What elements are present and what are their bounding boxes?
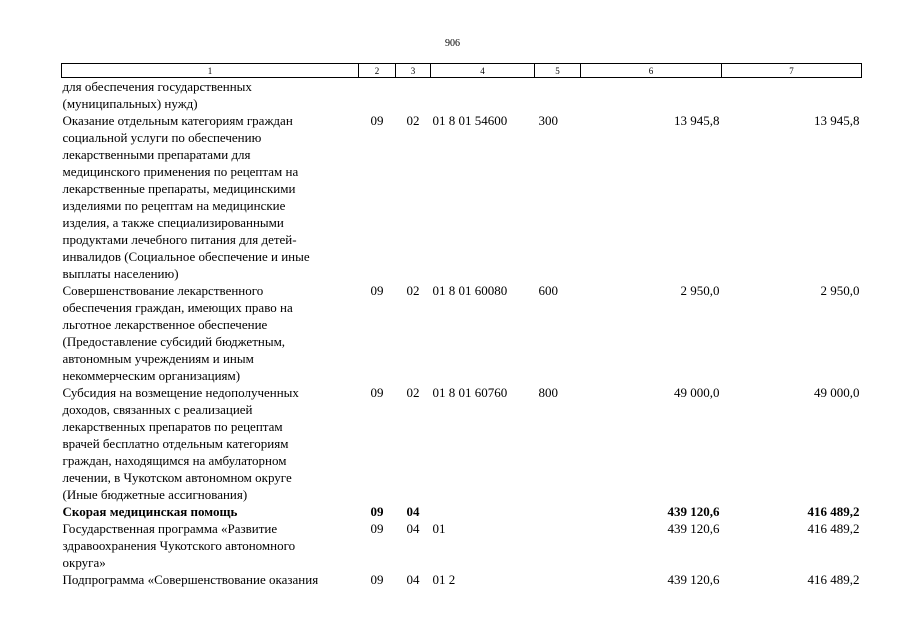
row-expense-type: 300 (538, 113, 558, 128)
row-subsection: 02 (406, 385, 420, 400)
header-col-3: 3 (396, 64, 431, 78)
row-subsection: 02 (406, 113, 420, 128)
header-col-6: 6 (581, 64, 722, 78)
table-row (62, 520, 862, 571)
table-row (62, 78, 862, 113)
row-section: 09 (370, 572, 384, 587)
row-amount-year-2 (722, 78, 862, 113)
row-expense-type (535, 78, 581, 113)
row-subsection: 04 (406, 521, 420, 536)
row-target-article: 01 8 01 60080 (432, 283, 508, 298)
row-amount-year-1: 439 120,6 (667, 572, 720, 587)
row-description: Совершенствование лекарственного обеспечения граждан, имеющих право на льготное лекарственное обеспечение (Предоставление субсидий бюджетным, автономным учреждениям и иным некоммерческим организациям) (62, 283, 293, 383)
row-subsection: 02 (406, 283, 420, 298)
row-target-article (431, 78, 535, 113)
row-expense-type (535, 503, 581, 520)
row-section: 09 (370, 113, 384, 128)
row-description: Оказание отдельным категориям граждан социальной услуги по обеспечению лекарственными препаратами для медицинского применения по рецептам на лекарственные препараты, медицинскими изделиями по рецептам на медицинские изделия, а также специализированными продуктами лечебного питания для детей- инвалидов (Социальное обеспечение и иные выплаты населению) (62, 113, 310, 281)
row-amount-year-1: 2 950,0 (680, 283, 720, 298)
row-section: 09 (370, 521, 384, 536)
row-target-article: 01 8 01 60760 (432, 385, 508, 400)
row-expense-type (535, 571, 581, 588)
header-col-4: 4 (431, 64, 535, 78)
row-target-article: 01 8 01 54600 (432, 113, 508, 128)
row-subsection (396, 78, 431, 113)
row-description: Субсидия на возмещение недополученных доходов, связанных с реализацией лекарственных препаратов по рецептам врачей бесплатно отдельным категориям граждан, находящимся на амбулаторном лечении, в Чукотском автономном округе (Иные бюджетные ассигнования) (62, 385, 299, 502)
table-row (62, 571, 862, 588)
row-amount-year-1: 49 000,0 (674, 385, 720, 400)
row-amount-year-1: 439 120,6 (667, 504, 720, 519)
row-expense-type (535, 520, 581, 571)
row-amount-year-2: 13 945,8 (814, 113, 860, 128)
table-row (62, 112, 862, 282)
header-col-2: 2 (359, 64, 396, 78)
row-description: для обеспечения государственных (муниципальных) нужд) (62, 79, 252, 111)
row-target-article: 01 2 (432, 572, 456, 587)
row-expense-type: 800 (538, 385, 558, 400)
row-amount-year-2: 416 489,2 (807, 504, 860, 519)
row-amount-year-2: 416 489,2 (807, 521, 860, 536)
header-col-5: 5 (535, 64, 581, 78)
row-section: 09 (370, 385, 384, 400)
row-section: 09 (370, 504, 384, 519)
table-header-row (62, 64, 862, 78)
row-section: 09 (370, 283, 384, 298)
row-amount-year-1: 13 945,8 (674, 113, 720, 128)
row-target-article (431, 503, 535, 520)
row-amount-year-1 (581, 78, 722, 113)
header-col-1: 1 (62, 64, 359, 78)
row-target-article: 01 (432, 521, 446, 536)
row-description: Подпрограмма «Совершенствование оказания (62, 572, 319, 587)
row-subsection: 04 (406, 572, 420, 587)
row-description: Государственная программа «Развитие здравоохранения Чукотского автономного округа» (62, 521, 296, 570)
row-section (359, 78, 396, 113)
budget-table (61, 63, 862, 588)
row-description: Скорая медицинская помощь (62, 504, 238, 519)
row-amount-year-1: 439 120,6 (667, 521, 720, 536)
table-row (62, 503, 862, 520)
row-amount-year-2: 49 000,0 (814, 385, 860, 400)
table-row (62, 384, 862, 503)
row-subsection: 04 (406, 504, 420, 519)
header-col-7: 7 (722, 64, 862, 78)
row-expense-type: 600 (538, 283, 558, 298)
row-amount-year-2: 2 950,0 (820, 283, 860, 298)
row-amount-year-2: 416 489,2 (807, 572, 860, 587)
table-row (62, 282, 862, 384)
page-number: 906 (445, 38, 460, 49)
